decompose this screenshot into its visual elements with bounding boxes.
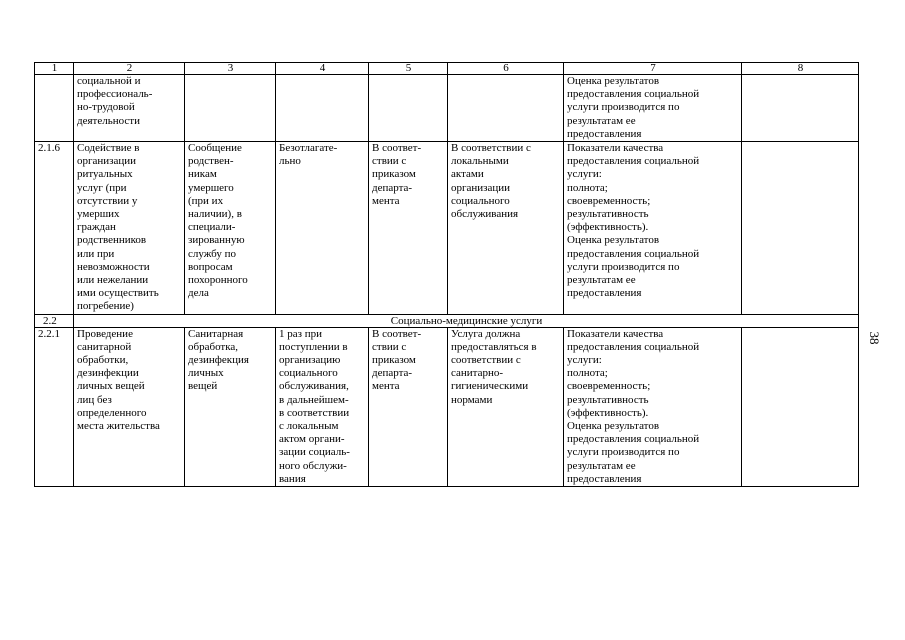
column-number-cell: 2: [74, 63, 185, 75]
cell-text-line: услуги производится по: [567, 101, 680, 114]
cell-text-line: льно: [279, 155, 301, 168]
cell-text-line: актами: [451, 168, 484, 181]
cell-text-line: (при их: [188, 194, 224, 207]
cell-text-line: результативность: [567, 208, 649, 221]
cell-text-line: 1 раз при: [279, 327, 323, 340]
cell-text-line: вания: [279, 472, 306, 485]
cell-text-line: предоставления социальной: [567, 155, 700, 168]
table-cell: [74, 75, 185, 142]
table-cell: [448, 75, 564, 142]
cell-text-line: ствии с: [372, 340, 407, 353]
cell-text-line: предоставления: [567, 472, 642, 485]
cell-text-line: места жительства: [77, 420, 160, 433]
cell-text-line: Услуга должна: [451, 327, 521, 340]
cell-text-line: Содействие в: [77, 142, 140, 155]
cell-text-line: умерших: [77, 208, 120, 221]
cell-text-line: актом органи-: [279, 433, 345, 446]
cell-text-line: социального: [279, 367, 338, 380]
cell-text-line: обслуживания: [451, 208, 519, 221]
cell-text-line: невозможности: [77, 260, 150, 273]
cell-text-line: ствии с: [372, 155, 407, 168]
cell-text-line: Показатели качества: [567, 327, 664, 340]
cell-text-line: мента: [372, 194, 400, 207]
cell-text-line: умершего: [188, 181, 234, 194]
cell-text-line: ими осуществить: [77, 287, 159, 300]
cell-text-line: результатам ее: [567, 274, 636, 287]
cell-text-line: своевременность;: [567, 194, 651, 207]
cell-text-line: социального: [451, 194, 510, 207]
cell-text-line: приказом: [372, 354, 416, 367]
cell-text-line: услуги:: [567, 168, 602, 181]
column-number-cell: 6: [448, 63, 564, 75]
column-number-row: [35, 63, 859, 75]
cell-text-line: родствен-: [188, 155, 234, 168]
cell-text-line: нормами: [451, 393, 493, 406]
cell-text-line: специали-: [188, 221, 236, 234]
cell-text-line: В соответствии с: [451, 142, 531, 155]
cell-text-line: услуги производится по: [567, 260, 680, 273]
cell-text-line: Оценка результатов: [567, 420, 660, 433]
table-cell: [35, 327, 74, 486]
cell-text-line: личных вещей: [77, 380, 145, 393]
column-number-cell: 5: [369, 63, 448, 75]
cell-text-line: социальной и: [77, 75, 141, 87]
cell-text-line: отсутствии у: [77, 194, 138, 207]
cell-text-line: предоставления: [567, 287, 642, 300]
cell-text-line: полнота;: [567, 181, 608, 194]
table-cell: [185, 327, 276, 486]
cell-text-line: департа-: [372, 367, 413, 380]
cell-text-line: обработки,: [77, 354, 129, 367]
table-row: [35, 327, 859, 486]
cell-text-line: санитарной: [77, 340, 132, 353]
cell-text-line: предоставления социальной: [567, 247, 700, 260]
cell-text-line: или при: [77, 247, 115, 260]
cell-text-line: Проведение: [77, 327, 133, 340]
cell-text-line: услуги производится по: [567, 446, 680, 459]
page-number: 38: [867, 331, 882, 345]
table-cell: [185, 142, 276, 315]
column-number-cell: 1: [35, 63, 74, 75]
cell-text-line: Оценка результатов: [567, 234, 660, 247]
cell-text-line: зации социаль-: [279, 446, 350, 459]
table-row: [35, 142, 859, 315]
table-body: [35, 63, 859, 487]
table-cell: [185, 75, 276, 142]
cell-text-line: локальными: [451, 155, 509, 168]
cell-text-line: службу по: [188, 247, 236, 260]
cell-text-line: профессиональ-: [77, 88, 153, 101]
cell-text-line: результатам ее: [567, 114, 636, 127]
cell-text-line: соответствии с: [451, 354, 521, 367]
cell-text-line: Безотлагате-: [279, 142, 338, 155]
table-cell: [742, 327, 859, 486]
cell-text-line: Показатели качества: [567, 142, 664, 155]
cell-text-line: дезинфекция: [188, 354, 249, 367]
cell-text-line: предоставления социальной: [567, 340, 700, 353]
cell-text-line: родственников: [77, 234, 147, 247]
table-cell: [564, 142, 742, 315]
cell-text-line: обслуживания,: [279, 380, 349, 393]
cell-text-line: мента: [372, 380, 400, 393]
section-header-row: [35, 314, 859, 327]
cell-text-line: В соответ-: [372, 327, 422, 340]
cell-text-line: В соответ-: [372, 142, 422, 155]
cell-text-line: вопросам: [188, 260, 233, 273]
column-number-cell: 4: [276, 63, 369, 75]
cell-text-line: в соответствии: [279, 406, 350, 419]
cell-text-line: результативность: [567, 393, 649, 406]
cell-text-line: (эффективность).: [567, 221, 649, 234]
cell-text-line: гигиеническими: [451, 380, 529, 393]
table-cell: [369, 75, 448, 142]
cell-text-line: лиц без: [77, 393, 112, 406]
table-row: [35, 75, 859, 142]
cell-text-line: приказом: [372, 168, 416, 181]
cell-text-line: граждан: [77, 221, 116, 234]
cell-text-line: ритуальных: [77, 168, 133, 181]
section-title: Социально-медицинские услуги: [74, 314, 859, 327]
cell-text-line: ного обслужи-: [279, 459, 347, 472]
table-cell: [369, 327, 448, 486]
table-cell: [564, 75, 742, 142]
cell-text-line: наличии), в: [188, 208, 242, 221]
cell-text-line: деятельности: [77, 114, 140, 127]
table-cell: [276, 75, 369, 142]
cell-text-line: погребение): [77, 300, 134, 313]
cell-text-line: своевременность;: [567, 380, 651, 393]
cell-text-line: предоставления социальной: [567, 88, 700, 101]
cell-text-line: полнота;: [567, 367, 608, 380]
table-cell: [35, 75, 74, 142]
table-cell: [448, 327, 564, 486]
column-number-cell: 7: [564, 63, 742, 75]
table-cell: [742, 75, 859, 142]
cell-text-line: зированную: [188, 234, 245, 247]
table-cell: [369, 142, 448, 315]
cell-text-line: похоронного: [188, 274, 248, 287]
cell-text-line: (эффективность).: [567, 406, 649, 419]
cell-text-line: организации: [451, 181, 511, 194]
cell-text-line: предоставления: [567, 127, 642, 140]
cell-text-line: Оценка результатов: [567, 75, 660, 87]
table-cell: [448, 142, 564, 315]
cell-text-line: дезинфекции: [77, 367, 139, 380]
cell-text-line: Сообщение: [188, 142, 242, 155]
cell-text-line: дела: [188, 287, 209, 300]
cell-text-line: организацию: [279, 354, 341, 367]
cell-text-line: предоставления социальной: [567, 433, 700, 446]
cell-text-line: предоставляться в: [451, 340, 537, 353]
table-cell: [276, 327, 369, 486]
column-number-cell: 3: [185, 63, 276, 75]
cell-text-line: в дальнейшем-: [279, 393, 349, 406]
cell-text-line: услуги:: [567, 354, 602, 367]
cell-text-line: обработка,: [188, 340, 239, 353]
column-number-cell: 8: [742, 63, 859, 75]
cell-text-line: 2.2.1: [38, 327, 60, 340]
cell-text-line: санитарно-: [451, 367, 504, 380]
table-cell: [276, 142, 369, 315]
cell-text-line: департа-: [372, 181, 413, 194]
cell-text-line: организации: [77, 155, 137, 168]
table-cell: [74, 327, 185, 486]
cell-text-line: 2.1.6: [38, 142, 60, 155]
cell-text-line: вещей: [188, 380, 218, 393]
cell-text-line: но-трудовой: [77, 101, 135, 114]
table-cell: [35, 142, 74, 315]
cell-text-line: услуг (при: [77, 181, 127, 194]
cell-text-line: личных: [188, 367, 224, 380]
services-table: [34, 62, 859, 487]
section-number: 2.2: [35, 314, 74, 327]
cell-text-line: или нежелании: [77, 274, 149, 287]
cell-text-line: результатам ее: [567, 459, 636, 472]
cell-text-line: определенного: [77, 406, 147, 419]
table-cell: [74, 142, 185, 315]
cell-text-line: Санитарная: [188, 327, 244, 340]
table-cell: [742, 142, 859, 315]
cell-text-line: с локальным: [279, 420, 339, 433]
table-cell: [564, 327, 742, 486]
cell-text-line: поступлении в: [279, 340, 348, 353]
cell-text-line: никам: [188, 168, 217, 181]
